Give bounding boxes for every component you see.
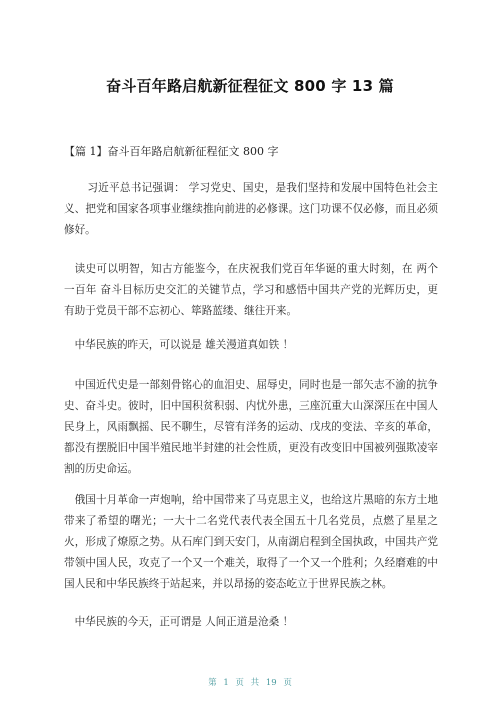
paragraph-5: 俄国十月革命一声炮响，给中国带来了马克思主义，也给这片黑暗的东方土地带来了希望的曙光；一大十二名党代表代表全国五十几名党员，点燃了星星之火，形成了燎原之势。从石库门到天安门，从南湖启程到全国执政，中国共产党带领中国人民，攻克了一个又一个难关，取得了一个又一个胜利；久经磨难的中国人民和中华民族终于站起来，并以昂扬的姿态屹立于世界民族之林。 <box>64 494 438 590</box>
paragraph-6: 中华民族的今天，正可谓是 人间正道是沧桑 ！ <box>74 616 294 628</box>
paragraph-1: 习近平总书记强调： 学习党史、国史，是我们坚持和发展中国特色社会主义、把党和国家各项事业继续推向前进的必修课。这门功课不仅必修，而且必须修好。 <box>64 182 438 236</box>
paragraph-2: 读史可以明智，知古方能鉴今，在庆祝我们党百年华诞的重大时刻，在 两个一百年 奋斗目标历史交汇的关键节点，学习和感悟中国共产党的光辉历史，更有助于党员干部不忘初心、筚路蓝缕、继往开来。 <box>64 263 438 317</box>
document-title: 奋斗百年路启航新征程征文 800 字 13 篇 <box>106 77 394 95</box>
page-number-footer: 第 1 页 共 19 页 <box>208 678 292 688</box>
chapter-heading: 【篇 1】奋斗百年路启航新征程征文 800 字 <box>64 145 279 158</box>
paragraph-3: 中华民族的昨天，可以说是 雄关漫道真如铁 ！ <box>74 339 294 351</box>
paragraph-4: 中国近代史是一部刻骨铭心的血泪史、屈辱史，同时也是一部矢志不渝的抗争史、奋斗史。彼时，旧中国积贫积弱、内忧外患，三座沉重大山深深压在中国人民身上，风雨飘摇、民不聊生，尽管有洋务的运动、戊戌的变法、辛亥的革命，都没有摆脱旧中国半殖民地半封建的社会性质，更没有改变旧中国被列强欺凌宰割的历史命运。 <box>64 379 438 475</box>
